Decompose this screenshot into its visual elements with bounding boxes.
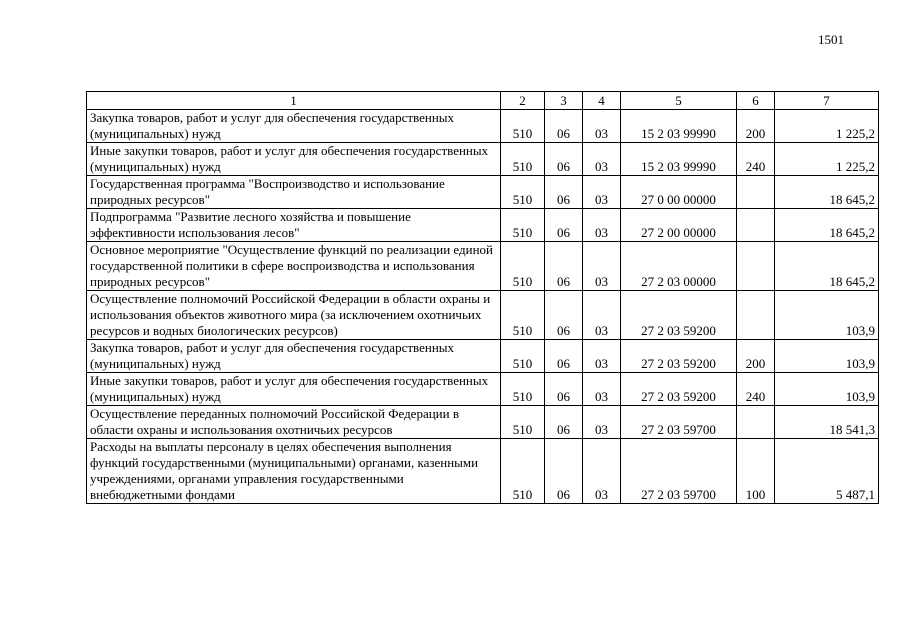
row-col-5: 15 2 03 99990 (621, 110, 737, 143)
row-col-5: 27 0 00 00000 (621, 176, 737, 209)
row-col-2: 510 (501, 209, 545, 242)
table-row (87, 176, 879, 209)
row-col-7: 103,9 (775, 340, 879, 373)
row-name: Расходы на выплаты персоналу в целях обеспечения выполнения функций государственными (муниципальными) органами, казенными учреждениями, органами управления государственными внебюджетными фондами (87, 439, 501, 504)
row-col-6 (737, 242, 775, 291)
row-col-4: 03 (583, 110, 621, 143)
header-col-6: 6 (737, 92, 775, 110)
table-row (87, 373, 879, 406)
row-col-2: 510 (501, 373, 545, 406)
header-row (87, 92, 879, 110)
row-col-3: 06 (545, 110, 583, 143)
row-col-4: 03 (583, 209, 621, 242)
row-col-7: 18 645,2 (775, 176, 879, 209)
row-col-2: 510 (501, 406, 545, 439)
row-col-7: 103,9 (775, 373, 879, 406)
row-name: Осуществление переданных полномочий Российской Федерации в области охраны и использования охотничьих ресурсов (87, 406, 501, 439)
row-col-6 (737, 291, 775, 340)
row-col-7: 18 645,2 (775, 209, 879, 242)
row-col-6: 200 (737, 110, 775, 143)
table-row (87, 209, 879, 242)
row-col-4: 03 (583, 176, 621, 209)
row-col-4: 03 (583, 439, 621, 504)
row-name: Закупка товаров, работ и услуг для обеспечения государственных (муниципальных) нужд (87, 340, 501, 373)
header-col-4: 4 (583, 92, 621, 110)
row-col-7: 103,9 (775, 291, 879, 340)
row-col-6 (737, 209, 775, 242)
row-col-4: 03 (583, 291, 621, 340)
row-col-6 (737, 406, 775, 439)
header-col-2: 2 (501, 92, 545, 110)
row-col-5: 27 2 03 59200 (621, 373, 737, 406)
row-name: Государственная программа "Воспроизводство и использование природных ресурсов" (87, 176, 501, 209)
table-row (87, 110, 879, 143)
row-col-3: 06 (545, 439, 583, 504)
row-col-6: 240 (737, 143, 775, 176)
header-col-1: 1 (87, 92, 501, 110)
table-row (87, 406, 879, 439)
row-col-2: 510 (501, 242, 545, 291)
row-col-2: 510 (501, 291, 545, 340)
row-col-6: 100 (737, 439, 775, 504)
row-col-2: 510 (501, 340, 545, 373)
budget-table (86, 91, 879, 504)
table-row (87, 291, 879, 340)
row-col-5: 27 2 00 00000 (621, 209, 737, 242)
row-col-5: 15 2 03 99990 (621, 143, 737, 176)
row-col-5: 27 2 03 59700 (621, 406, 737, 439)
header-col-5: 5 (621, 92, 737, 110)
row-col-6: 200 (737, 340, 775, 373)
row-col-7: 1 225,2 (775, 143, 879, 176)
header-col-3: 3 (545, 92, 583, 110)
row-col-4: 03 (583, 340, 621, 373)
row-col-5: 27 2 03 59700 (621, 439, 737, 504)
row-name: Основное мероприятие "Осуществление функций по реализации единой государственной политики в сфере воспроизводства и использования природных ресурсов" (87, 242, 501, 291)
row-col-3: 06 (545, 209, 583, 242)
row-col-7: 18 645,2 (775, 242, 879, 291)
row-col-3: 06 (545, 340, 583, 373)
table-row (87, 242, 879, 291)
row-col-3: 06 (545, 291, 583, 340)
row-col-4: 03 (583, 242, 621, 291)
table-row (87, 340, 879, 373)
header-col-7: 7 (775, 92, 879, 110)
table-row (87, 143, 879, 176)
row-col-2: 510 (501, 439, 545, 504)
row-name: Закупка товаров, работ и услуг для обеспечения государственных (муниципальных) нужд (87, 110, 501, 143)
row-col-5: 27 2 03 59200 (621, 340, 737, 373)
row-col-4: 03 (583, 143, 621, 176)
row-col-5: 27 2 03 59200 (621, 291, 737, 340)
row-col-6: 240 (737, 373, 775, 406)
row-col-4: 03 (583, 406, 621, 439)
row-col-2: 510 (501, 143, 545, 176)
row-col-3: 06 (545, 406, 583, 439)
table-row (87, 439, 879, 504)
row-col-7: 1 225,2 (775, 110, 879, 143)
row-col-3: 06 (545, 242, 583, 291)
row-col-2: 510 (501, 110, 545, 143)
row-col-5: 27 2 03 00000 (621, 242, 737, 291)
row-name: Осуществление полномочий Российской Федерации в области охраны и использования объектов животного мира (за исключением охотничьих ресурсов и водных биологических ресурсов) (87, 291, 501, 340)
row-name: Подпрограмма "Развитие лесного хозяйства и повышение эффективности использования лесов" (87, 209, 501, 242)
row-name: Иные закупки товаров, работ и услуг для обеспечения государственных (муниципальных) нужд (87, 143, 501, 176)
row-col-3: 06 (545, 143, 583, 176)
row-col-2: 510 (501, 176, 545, 209)
row-col-3: 06 (545, 176, 583, 209)
row-col-6 (737, 176, 775, 209)
row-col-7: 5 487,1 (775, 439, 879, 504)
row-col-7: 18 541,3 (775, 406, 879, 439)
row-col-3: 06 (545, 373, 583, 406)
row-col-4: 03 (583, 373, 621, 406)
page-number: 1501 (818, 32, 844, 47)
row-name: Иные закупки товаров, работ и услуг для обеспечения государственных (муниципальных) нужд (87, 373, 501, 406)
